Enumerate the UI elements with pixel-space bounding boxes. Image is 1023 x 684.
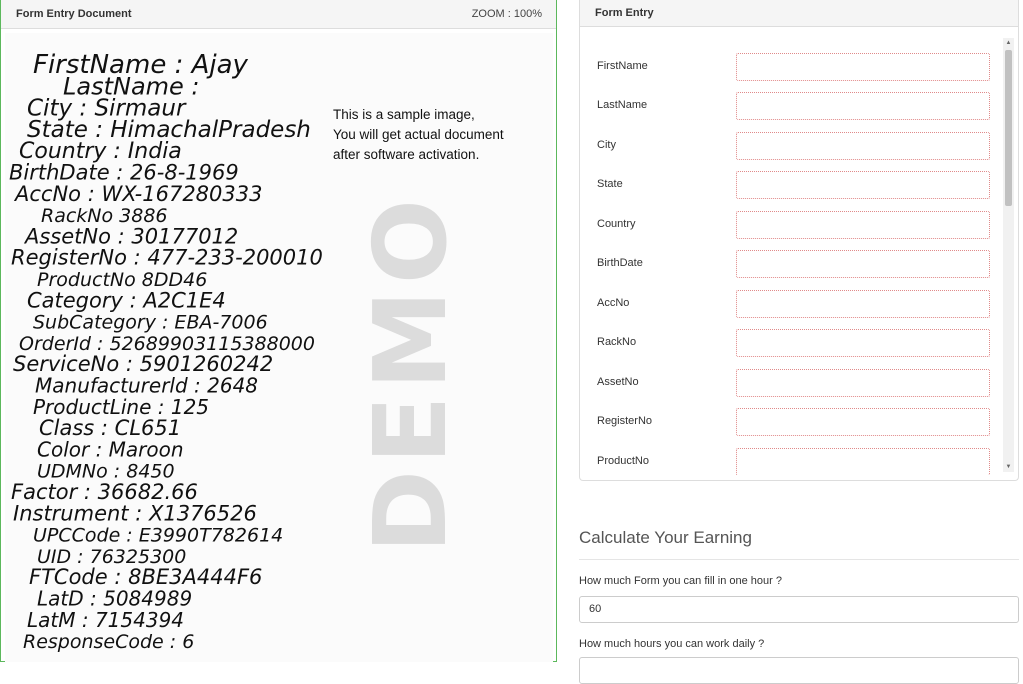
handwritten-line: Factor : 36682.66 [11, 480, 198, 504]
form-row-country [580, 211, 1000, 241]
form-row-accno [580, 290, 1000, 320]
handwritten-line: AccNo : WX-167280333 [15, 181, 263, 206]
handwritten-line: ProductLine : 125 [33, 394, 210, 419]
zoom-indicator: ZOOM : 100% [471, 8, 542, 20]
handwritten-line: UDMNo : 8450 [37, 460, 175, 483]
earning-divider [579, 559, 1019, 560]
productno-input[interactable] [736, 448, 990, 475]
handwritten-line: UPCCode : E3990T782614 [33, 524, 284, 547]
demo-watermark: DEMO [352, 193, 469, 553]
handwritten-line: RegisterNo : 477-233-200010 [11, 245, 323, 270]
scroll-thumb[interactable] [1005, 50, 1012, 206]
handwritten-line: Class : CL651 [39, 416, 182, 441]
hours-daily-label: How much hours you can work daily ? [579, 638, 765, 650]
hours-daily-input[interactable] [579, 657, 1019, 684]
handwritten-line: LatM : 7154394 [27, 607, 185, 632]
sample-notice-line-3: after software activation. [333, 147, 480, 162]
form-row-birthdate [580, 250, 1000, 280]
calculate-earning-title: Calculate Your Earning [579, 528, 752, 547]
scroll-up-arrow-icon[interactable]: ▲ [1005, 40, 1012, 46]
handwritten-line: Country : India [19, 139, 182, 165]
lastname-input[interactable] [736, 92, 990, 120]
state-input[interactable] [736, 171, 990, 199]
form-row-productno [580, 448, 1000, 475]
forms-per-hour-input[interactable]: 60 [579, 596, 1019, 623]
handwritten-line: Manufacturerld : 2648 [35, 373, 259, 398]
form-row-lastname [580, 92, 1000, 122]
handwritten-line: OrderId : 52689903115388000 [19, 332, 315, 355]
field-label-registerno: RegisterNo [597, 415, 653, 427]
document-panel-header [1, 0, 556, 29]
document-image [5, 33, 553, 662]
handwritten-line: City : Sirmaur [27, 95, 186, 122]
handwritten-line: Color : Maroon [37, 437, 184, 462]
form-row-city [580, 132, 1000, 162]
assetno-input[interactable] [736, 369, 990, 397]
handwritten-line: ServiceNo : 5901260242 [13, 352, 274, 377]
handwritten-line: BirthDate : 26-8-1969 [9, 160, 239, 185]
handwritten-line: UID : 76325300 [37, 545, 187, 568]
handwritten-line: FirstName : Ajay [33, 50, 248, 80]
field-label-state: State [597, 178, 623, 190]
sample-notice-line-2: You will get actual document [333, 127, 504, 142]
field-label-firstname: FirstName [597, 60, 648, 72]
handwritten-line: ResponseCode : 6 [23, 631, 195, 654]
city-input[interactable] [736, 132, 990, 160]
field-label-rackno: RackNo [597, 336, 637, 348]
field-label-city: City [597, 139, 616, 151]
registerno-input[interactable] [736, 408, 990, 436]
field-label-country: Country [597, 218, 636, 230]
document-scan [5, 33, 553, 662]
form-row-registerno [580, 408, 1000, 438]
forms-per-hour-label: How much Form you can fill in one hour ? [579, 575, 782, 587]
handwritten-line: FTCode : 8BE3A444F6 [29, 565, 263, 590]
form-row-firstname [580, 53, 1000, 83]
handwritten-line: LastName : [63, 72, 200, 101]
field-label-accno: AccNo [597, 297, 630, 309]
handwritten-line: Category : A2C1E4 [27, 288, 226, 313]
form-row-assetno [580, 369, 1000, 399]
form-entry-header [580, 0, 1018, 27]
field-label-assetno: AssetNo [597, 376, 639, 388]
sample-notice-line-1: This is a sample image, [333, 107, 475, 122]
document-panel-title: Form Entry Document [16, 8, 132, 20]
form-entry-panel [579, 0, 1019, 481]
handwritten-line: LatD : 5084989 [37, 586, 193, 611]
handwritten-line: State : HimachalPradesh [27, 116, 311, 143]
form-row-state [580, 171, 1000, 201]
handwritten-lines [9, 50, 323, 653]
handwritten-line: Instrument : X1376526 [13, 501, 257, 526]
handwritten-line: AssetNo : 30177012 [25, 224, 239, 249]
field-label-lastname: LastName [597, 99, 648, 111]
field-label-birthdate: BirthDate [597, 257, 643, 269]
rackno-input[interactable] [736, 329, 990, 357]
form-entry-title: Form Entry [595, 7, 654, 19]
scroll-down-arrow-icon[interactable]: ▼ [1005, 464, 1012, 470]
form-fields-scroll-area[interactable] [580, 35, 1019, 475]
country-input[interactable] [736, 211, 990, 239]
birthdate-input[interactable] [736, 250, 990, 278]
form-scrollbar[interactable] [1003, 38, 1014, 472]
firstname-input[interactable] [736, 53, 990, 81]
handwritten-line: SubCategory : EBA-7006 [33, 311, 268, 334]
field-label-productno: ProductNo [597, 455, 649, 467]
accno-input[interactable] [736, 290, 990, 318]
handwritten-line: RackNo 3886 [41, 205, 168, 228]
handwritten-line: ProductNo 8DD46 [37, 269, 208, 291]
form-row-rackno [580, 329, 1000, 359]
